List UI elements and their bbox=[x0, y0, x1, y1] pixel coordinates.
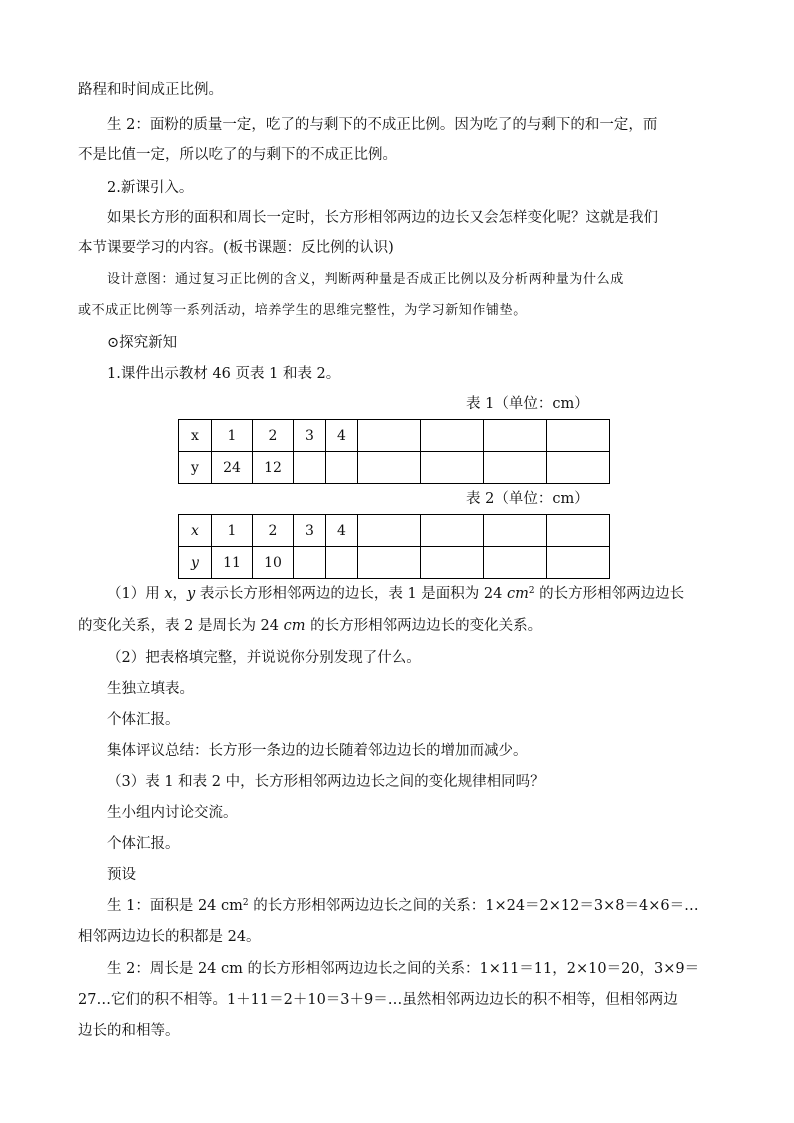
section-heading: 2.新课引入。 bbox=[107, 180, 194, 196]
paragraph: （2）把表格填完整，并说说你分别发现了什么。 bbox=[107, 650, 421, 666]
paragraph: 如果长方形的面积和周长一定时，长方形相邻两边的边长又会怎样变化呢？这就是我们 bbox=[107, 210, 658, 226]
table-cell: y bbox=[179, 452, 212, 484]
table-cell bbox=[358, 420, 421, 452]
var-y: y bbox=[187, 586, 196, 602]
text-run: 的变化关系，表 2 是周长为 24 bbox=[78, 618, 284, 634]
table-cell: 4 bbox=[326, 515, 358, 547]
design-intent: 设计意图：通过复习正比例的含义，判断两种量是否成正比例以及分析两种量为什么成 bbox=[107, 272, 624, 287]
table-cell bbox=[484, 515, 547, 547]
paragraph: 不是比值一定，所以吃了的与剩下的不成正比例。 bbox=[78, 147, 397, 163]
paragraph: 边长的和相等。 bbox=[78, 1023, 180, 1039]
table-cell: 24 bbox=[212, 452, 253, 484]
table-cell: 4 bbox=[326, 420, 358, 452]
paragraph: 生 2：周长是 24 cm 的长方形相邻两边边长之间的关系：1×11＝11，2×10＝20，3×9＝ bbox=[107, 961, 700, 977]
table-cell bbox=[358, 547, 421, 579]
text-run: （1）用 bbox=[107, 586, 165, 602]
table1-caption: 表 1（单位：cm） bbox=[466, 396, 589, 412]
table2-caption: 表 2（单位：cm） bbox=[466, 491, 589, 507]
table-cell bbox=[421, 452, 484, 484]
table-cell bbox=[484, 547, 547, 579]
table-cell bbox=[547, 547, 610, 579]
table-cell bbox=[547, 452, 610, 484]
paragraph: 1.课件出示教材 46 页表 1 和表 2。 bbox=[107, 366, 341, 382]
text-run: 表示长方形相邻两边的边长，表 1 是面积为 24 bbox=[195, 586, 507, 602]
table-cell: 2 bbox=[253, 515, 294, 547]
table-cell: 12 bbox=[253, 452, 294, 484]
var-x: x bbox=[164, 586, 173, 602]
table-cell bbox=[358, 452, 421, 484]
table-cell bbox=[547, 420, 610, 452]
table-cell bbox=[358, 515, 421, 547]
table-cell: x bbox=[179, 515, 212, 547]
table-row bbox=[179, 420, 610, 452]
paragraph: 集体评议总结：长方形一条边的边长随着邻边边长的增加而减少。 bbox=[107, 743, 528, 759]
table-cell bbox=[294, 547, 326, 579]
text-run: 生 1：面积是 24 cm bbox=[107, 898, 243, 914]
paragraph: 相邻两边边长的积都是 24。 bbox=[78, 929, 261, 945]
table-cell bbox=[484, 452, 547, 484]
paragraph: 预设 bbox=[107, 867, 136, 883]
table-cell bbox=[421, 515, 484, 547]
paragraph: 生独立填表。 bbox=[107, 681, 194, 697]
table-cell: 3 bbox=[294, 515, 326, 547]
table-cell: 1 bbox=[212, 515, 253, 547]
table-cell: y bbox=[179, 547, 212, 579]
table-cell bbox=[326, 452, 358, 484]
paragraph bbox=[78, 616, 718, 636]
table-cell bbox=[421, 547, 484, 579]
unit: cm bbox=[283, 618, 306, 634]
text-run: 的长方形相邻两边边长的变化关系。 bbox=[305, 618, 543, 634]
table-cell: 10 bbox=[253, 547, 294, 579]
table-cell bbox=[484, 420, 547, 452]
unit: cm bbox=[506, 586, 529, 602]
text-run: ， bbox=[172, 586, 188, 602]
paragraph: 个体汇报。 bbox=[107, 712, 180, 728]
section-heading: ⊙探究新知 bbox=[107, 335, 178, 351]
superscript: 2 bbox=[242, 898, 249, 908]
paragraph: （3）表 1 和表 2 中，长方形相邻两边边长之间的变化规律相同吗？ bbox=[107, 774, 545, 790]
paragraph bbox=[107, 584, 747, 604]
text-run: 的长方形相邻两边边长 bbox=[534, 586, 685, 602]
table-cell bbox=[294, 452, 326, 484]
paragraph: 路程和时间成正比例。 bbox=[78, 82, 223, 98]
table-cell: 1 bbox=[212, 420, 253, 452]
table-row bbox=[179, 547, 610, 579]
table1 bbox=[178, 419, 610, 484]
table-cell bbox=[547, 515, 610, 547]
paragraph bbox=[107, 896, 747, 916]
paragraph: 个体汇报。 bbox=[107, 836, 180, 852]
table2 bbox=[178, 514, 610, 579]
table-cell: 11 bbox=[212, 547, 253, 579]
paragraph: 本节课要学习的内容。(板书课题：反比例的认识) bbox=[78, 240, 394, 256]
table-cell bbox=[421, 420, 484, 452]
paragraph: 生小组内讨论交流。 bbox=[107, 805, 238, 821]
text-run: 的长方形相邻两边边长之间的关系：1×24＝2×12＝3×8＝4×6＝… bbox=[248, 898, 699, 914]
table-cell: x bbox=[179, 420, 212, 452]
design-intent: 或不成正比例等一系列活动，培养学生的思维完整性，为学习新知作铺垫。 bbox=[78, 303, 527, 318]
table-cell bbox=[326, 547, 358, 579]
paragraph: 生 2：面粉的质量一定，吃了的与剩下的不成正比例。因为吃了的与剩下的和一定，而 bbox=[107, 117, 658, 133]
table-cell: 3 bbox=[294, 420, 326, 452]
table-row bbox=[179, 452, 610, 484]
table-row bbox=[179, 515, 610, 547]
table-cell: 2 bbox=[253, 420, 294, 452]
paragraph: 27…它们的积不相等。1＋11＝2＋10＝3＋9＝…虽然相邻两边边长的积不相等，但相邻两边 bbox=[78, 992, 678, 1008]
superscript: 2 bbox=[528, 586, 535, 596]
